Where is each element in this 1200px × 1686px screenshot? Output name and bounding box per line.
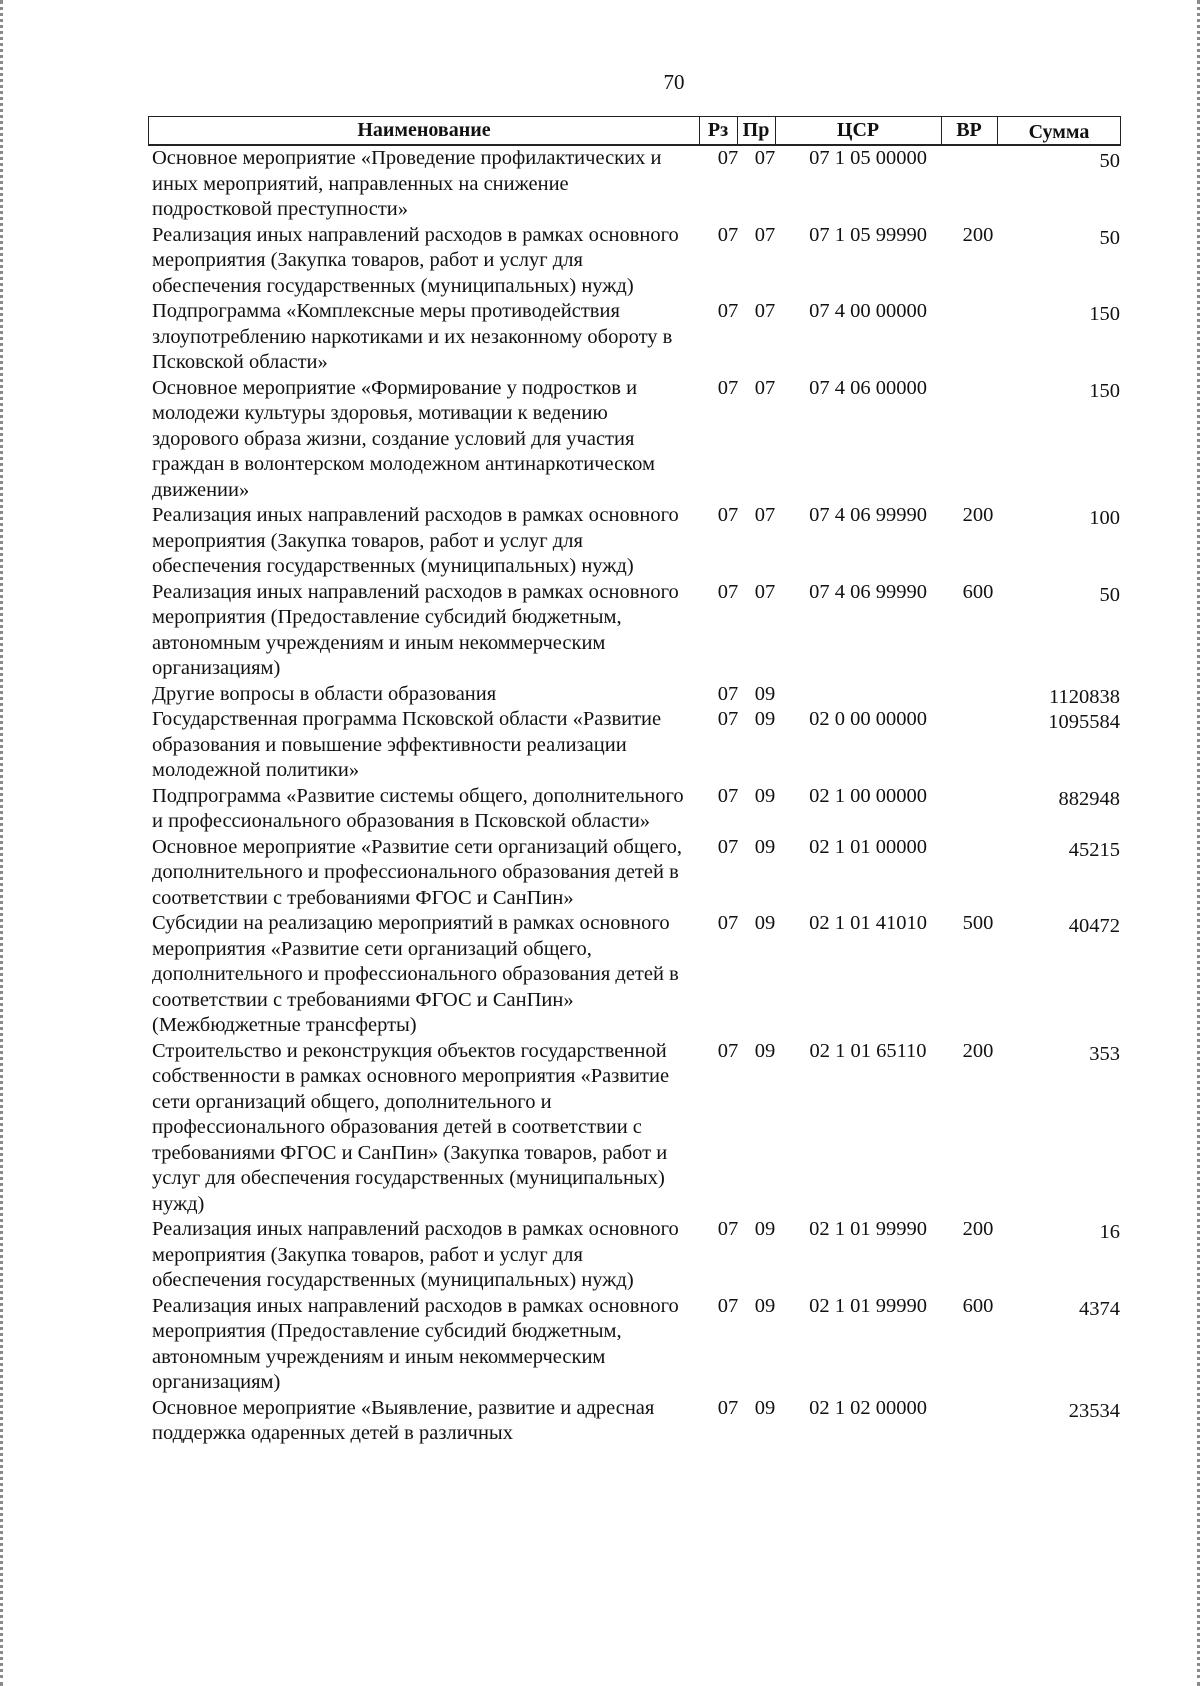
row-name: Подпрограмма «Развитие системы общего, дополнительного и профессионального образования в Псковской области» bbox=[152, 784, 684, 832]
header-vr: ВР bbox=[956, 119, 982, 141]
row-pr: 07 bbox=[754, 300, 776, 322]
row-csr: 02 1 01 00000 bbox=[809, 835, 927, 858]
row-csr: 07 4 06 00000 bbox=[809, 376, 927, 399]
row-pr: 07 bbox=[754, 223, 776, 246]
row-sum: 1120838 bbox=[1049, 685, 1120, 708]
row-name: Основное мероприятие «Проведение профилактических и иных мероприятий, направленных на снижение подростковой преступности» bbox=[152, 147, 662, 220]
table-row bbox=[148, 1039, 1121, 1218]
row-vr: 200 bbox=[962, 1039, 994, 1062]
row-pr: 07 bbox=[754, 580, 776, 603]
row-vr: 600 bbox=[962, 580, 994, 603]
row-rz: 07 bbox=[717, 376, 739, 399]
row-name: Реализация иных направлений расходов в рамках основного мероприятия (Предоставление субсидий бюджетным, автономным учреждениям и иным некоммерческим организациям) bbox=[152, 1294, 679, 1393]
row-sum: 882948 bbox=[1058, 787, 1120, 810]
row-name: Субсидии на реализацию мероприятий в рамках основного мероприятия «Развитие сети организаций общего, дополнительного и профессионального образования детей в соответствии с требованиями ФГОС и СанПин» (Межбюджетные трансферты) bbox=[152, 912, 679, 1036]
row-pr: 07 bbox=[754, 147, 776, 169]
header-csr: ЦСР bbox=[836, 119, 880, 141]
row-name: Государственная программа Псковской области «Развитие образования и повышение эффективности реализации молодежной политики» bbox=[152, 708, 662, 781]
row-rz: 07 bbox=[717, 1396, 739, 1419]
row-name: Другие вопросы в области образования bbox=[152, 682, 497, 705]
scan-edge-right bbox=[1191, 0, 1200, 1686]
row-rz: 07 bbox=[717, 835, 739, 858]
row-sum: 50 bbox=[1099, 226, 1120, 249]
row-pr: 09 bbox=[754, 708, 776, 730]
table-row bbox=[148, 682, 1121, 708]
table-row bbox=[148, 911, 1121, 1039]
row-rz: 07 bbox=[717, 1218, 739, 1240]
row-vr: 600 bbox=[962, 1294, 994, 1317]
table-row bbox=[148, 784, 1121, 835]
row-pr: 09 bbox=[754, 835, 776, 858]
row-pr: 09 bbox=[754, 912, 776, 934]
row-csr: 02 1 01 41010 bbox=[809, 912, 927, 934]
row-csr: 02 1 00 00000 bbox=[809, 784, 927, 807]
table-body bbox=[148, 146, 1121, 1447]
row-name: Основное мероприятие «Развитие сети организаций общего, дополнительного и профессионального образования детей в соответствии с требованиями ФГОС и СанПин» bbox=[152, 835, 683, 909]
table-row bbox=[148, 1396, 1121, 1447]
row-csr: 02 0 00 00000 bbox=[809, 708, 927, 730]
table-row bbox=[148, 707, 1121, 784]
table-row bbox=[148, 299, 1121, 376]
row-name: Подпрограмма «Комплексные меры противодействия злоупотреблению наркотиками и их незаконному обороту в Псковской области» bbox=[152, 300, 673, 373]
row-sum: 353 bbox=[1089, 1042, 1120, 1065]
row-sum: 150 bbox=[1089, 303, 1120, 325]
table-row bbox=[148, 223, 1121, 300]
row-sum: 100 bbox=[1089, 507, 1120, 529]
row-sum: 50 bbox=[1099, 150, 1120, 172]
row-sum: 45215 bbox=[1068, 838, 1120, 861]
row-sum: 23534 bbox=[1068, 1399, 1120, 1422]
table-row bbox=[148, 376, 1121, 504]
page-number: 70 bbox=[663, 70, 685, 94]
table-row bbox=[148, 1217, 1121, 1294]
row-pr: 09 bbox=[754, 1039, 776, 1062]
row-vr: 500 bbox=[962, 912, 994, 934]
row-sum: 1095584 bbox=[1048, 711, 1120, 733]
row-pr: 09 bbox=[754, 784, 776, 807]
row-csr: 07 4 00 00000 bbox=[809, 300, 927, 322]
header-sum: Сумма bbox=[1028, 121, 1090, 143]
row-name: Основное мероприятие «Выявление, развитие и адресная поддержка одаренных детей в различных bbox=[152, 1396, 655, 1444]
table-row bbox=[148, 146, 1121, 223]
row-sum: 4374 bbox=[1079, 1297, 1120, 1320]
row-csr: 02 1 01 65110 bbox=[809, 1039, 927, 1062]
row-name: Реализация иных направлений расходов в рамках основного мероприятия (Закупка товаров, работ и услуг для обеспечения государственных (муниципальных) нужд) bbox=[152, 223, 679, 297]
row-name: Строительство и реконструкция объектов государственной собственности в рамках основного мероприятия «Развитие сети организаций общего, дополнительного и профессионального образования детей в соответствии с требованиями ФГОС и СанПин» (Закупка товаров, работ и услуг для обеспечения государственных (муниципальных) нужд) bbox=[152, 1039, 670, 1215]
row-pr: 07 bbox=[754, 504, 776, 526]
row-pr: 09 bbox=[754, 1396, 776, 1419]
scan-edge-left bbox=[0, 0, 9, 1686]
header-name: Наименование bbox=[357, 119, 491, 141]
row-rz: 07 bbox=[717, 708, 739, 730]
row-rz: 07 bbox=[717, 580, 739, 603]
row-name: Реализация иных направлений расходов в рамках основного мероприятия (Закупка товаров, работ и услуг для обеспечения государственных (муниципальных) нужд) bbox=[152, 504, 679, 577]
row-pr: 07 bbox=[754, 376, 776, 399]
row-rz: 07 bbox=[717, 300, 739, 322]
row-vr: 200 bbox=[962, 504, 994, 526]
row-pr: 09 bbox=[754, 1218, 776, 1240]
table-row bbox=[148, 580, 1121, 682]
header-pr: Пр bbox=[742, 119, 770, 141]
row-csr: 02 1 01 99990 bbox=[809, 1294, 927, 1317]
row-vr: 200 bbox=[962, 223, 994, 246]
row-name: Реализация иных направлений расходов в рамках основного мероприятия (Закупка товаров, работ и услуг для обеспечения государственных (муниципальных) нужд) bbox=[152, 1218, 679, 1291]
row-csr: 07 4 06 99990 bbox=[809, 504, 927, 526]
row-rz: 07 bbox=[717, 223, 739, 246]
row-pr: 09 bbox=[754, 682, 776, 705]
row-rz: 07 bbox=[717, 1294, 739, 1317]
row-sum: 150 bbox=[1089, 379, 1120, 402]
row-rz: 07 bbox=[717, 682, 739, 705]
row-rz: 07 bbox=[717, 504, 739, 526]
row-csr: 07 4 06 99990 bbox=[809, 580, 927, 603]
table-header bbox=[148, 116, 1121, 146]
budget-table bbox=[148, 116, 1121, 1447]
header-rz: Рз bbox=[707, 119, 729, 141]
row-sum: 50 bbox=[1099, 583, 1120, 606]
row-rz: 07 bbox=[717, 1039, 739, 1062]
table-row bbox=[148, 503, 1121, 580]
row-vr: 200 bbox=[962, 1218, 994, 1240]
row-csr: 07 1 05 99990 bbox=[809, 223, 927, 246]
table-row bbox=[148, 1294, 1121, 1396]
row-csr: 07 1 05 00000 bbox=[809, 147, 927, 169]
row-csr: 02 1 01 99990 bbox=[809, 1218, 927, 1240]
table-row bbox=[148, 835, 1121, 912]
row-rz: 07 bbox=[717, 147, 739, 169]
row-csr: 02 1 02 00000 bbox=[809, 1396, 927, 1419]
row-rz: 07 bbox=[717, 912, 739, 934]
row-pr: 09 bbox=[754, 1294, 776, 1317]
row-rz: 07 bbox=[717, 784, 739, 807]
row-sum: 40472 bbox=[1068, 915, 1120, 937]
row-name: Реализация иных направлений расходов в рамках основного мероприятия (Предоставление субсидий бюджетным, автономным учреждениям и иным некоммерческим организациям) bbox=[152, 580, 679, 679]
row-name: Основное мероприятие «Формирование у подростков и молодежи культуры здоровья, мотивации к ведению здорового образа жизни, создание условий для участия граждан в волонтерском молодежном антинаркотическом движении» bbox=[152, 376, 655, 501]
row-sum: 16 bbox=[1099, 1221, 1120, 1243]
